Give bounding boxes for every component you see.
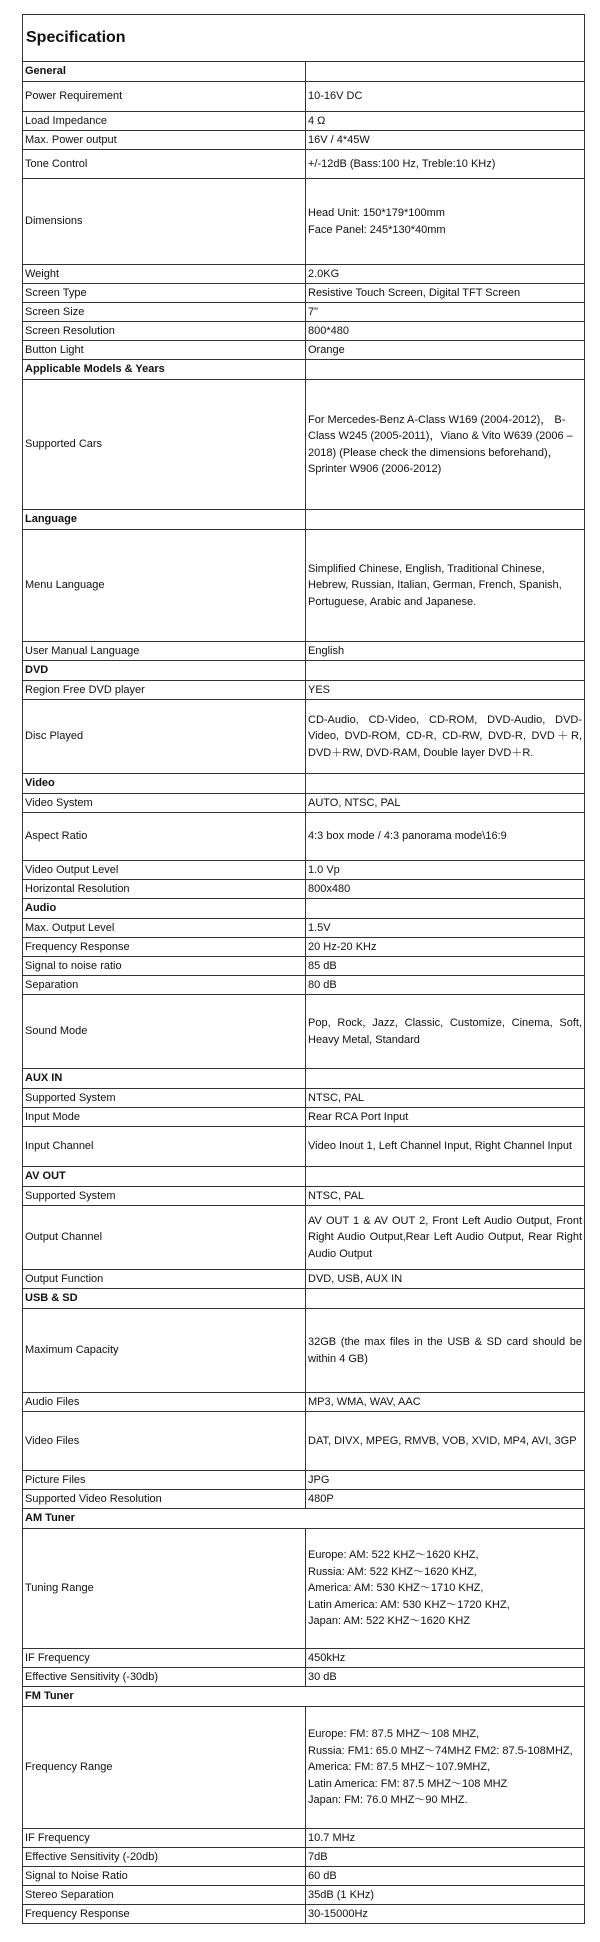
spec-value: DVD, USB, AUX IN xyxy=(306,1270,585,1289)
spec-row xyxy=(23,681,585,700)
spec-value: 85 dB xyxy=(306,957,585,976)
spec-value: Europe: AM: 522 KHZ～1620 KHZ, Russia: AM: 522 KHZ～1620 KHZ, America: AM: 530 KHZ～1710 KHZ, Latin America: AM: 530 KHZ～1720 KHZ, Japan: AM: 522 KHZ～1620 KHZ xyxy=(306,1529,585,1649)
spec-row xyxy=(23,995,585,1069)
spec-label: Input Channel xyxy=(23,1127,306,1167)
spec-row xyxy=(23,938,585,957)
spec-value: Simplified Chinese, English, Traditional Chinese, Hebrew, Russian, Italian, German, French, Spanish, Portuguese, Arabic and Japanese. xyxy=(306,530,585,642)
section-empty-cell xyxy=(306,899,585,919)
spec-label: IF Frequency xyxy=(23,1829,306,1848)
spec-label: Stereo Separation xyxy=(23,1886,306,1905)
spec-row xyxy=(23,1471,585,1490)
spec-value: NTSC, PAL xyxy=(306,1187,585,1206)
section-empty-cell xyxy=(306,661,585,681)
spec-value: 480P xyxy=(306,1490,585,1509)
spec-row xyxy=(23,322,585,341)
spec-label: Supported System xyxy=(23,1187,306,1206)
spec-label: Separation xyxy=(23,976,306,995)
spec-value: Video Inout 1, Left Channel Input, Right Channel Input xyxy=(306,1127,585,1167)
spec-value: Europe: FM: 87.5 MHZ～108 MHZ, Russia: FM1: 65.0 MHZ～74MHZ FM2: 87.5-108MHZ, America: FM: 87.5 MHZ～107.9MHZ, Latin America: FM: 87.5 MHZ～108 MHZ Japan: FM: 76.0 MHZ～90 MHZ. xyxy=(306,1707,585,1829)
spec-label: Weight xyxy=(23,265,306,284)
spec-value: 10-16V DC xyxy=(306,82,585,112)
spec-value: 60 dB xyxy=(306,1867,585,1886)
spec-row xyxy=(23,976,585,995)
spec-row xyxy=(23,1529,585,1649)
section-empty-cell xyxy=(306,360,585,380)
spec-label: Supported Video Resolution xyxy=(23,1490,306,1509)
spec-row xyxy=(23,1905,585,1924)
spec-label: Output Function xyxy=(23,1270,306,1289)
spec-label: Tone Control xyxy=(23,150,306,179)
spec-label: Effective Sensitivity (-30db) xyxy=(23,1668,306,1687)
section-empty-cell xyxy=(306,774,585,794)
section-empty-cell xyxy=(306,1289,585,1309)
spec-label: Max. Power output xyxy=(23,131,306,150)
spec-row xyxy=(23,1309,585,1393)
spec-row xyxy=(23,1867,585,1886)
section-title: Audio xyxy=(23,899,306,919)
spec-value: Head Unit: 150*179*100mm Face Panel: 245*130*40mm xyxy=(306,179,585,265)
spec-value: 2.0KG xyxy=(306,265,585,284)
section-empty-cell xyxy=(306,1167,585,1187)
section-header-row xyxy=(23,1687,585,1707)
spec-value: 32GB (the max files in the USB & SD card should be within 4 GB) xyxy=(306,1309,585,1393)
section-header-row xyxy=(23,1289,585,1309)
section-header-row xyxy=(23,360,585,380)
spec-row xyxy=(23,794,585,813)
spec-label: Signal to Noise Ratio xyxy=(23,1867,306,1886)
spec-value: 10.7 MHz xyxy=(306,1829,585,1848)
spec-value: 4:3 box mode / 4:3 panorama mode\16:9 xyxy=(306,813,585,861)
spec-row xyxy=(23,1490,585,1509)
spec-row xyxy=(23,1707,585,1829)
spec-row xyxy=(23,700,585,774)
section-title: FM Tuner xyxy=(23,1687,585,1707)
section-header-row xyxy=(23,774,585,794)
spec-row xyxy=(23,303,585,322)
title-row xyxy=(23,15,585,62)
spec-row xyxy=(23,642,585,661)
spec-label: Aspect Ratio xyxy=(23,813,306,861)
spec-row xyxy=(23,919,585,938)
spec-row xyxy=(23,1393,585,1412)
spec-value: CD-Audio, CD-Video, CD-ROM, DVD-Audio, DVD-Video, DVD-ROM, CD-R, CD-RW, DVD-R, DVD＋R, DVD＋RW, DVD-RAM, Double layer DVD＋R. xyxy=(306,700,585,774)
spec-value: Resistive Touch Screen, Digital TFT Screen xyxy=(306,284,585,303)
spec-row xyxy=(23,179,585,265)
spec-value: 16V / 4*45W xyxy=(306,131,585,150)
spec-label: Signal to noise ratio xyxy=(23,957,306,976)
spec-label: Menu Language xyxy=(23,530,306,642)
spec-label: Effective Sensitivity (-20db) xyxy=(23,1848,306,1867)
spec-value: English xyxy=(306,642,585,661)
spec-value: +/-12dB (Bass:100 Hz, Treble:10 KHz) xyxy=(306,150,585,179)
spec-label: Horizontal Resolution xyxy=(23,880,306,899)
section-header-row xyxy=(23,661,585,681)
spec-label: Power Requirement xyxy=(23,82,306,112)
spec-row xyxy=(23,1187,585,1206)
spec-label: Screen Type xyxy=(23,284,306,303)
spec-label: Frequency Range xyxy=(23,1707,306,1829)
spec-value: MP3, WMA, WAV, AAC xyxy=(306,1393,585,1412)
spec-label: Frequency Response xyxy=(23,1905,306,1924)
spec-value: Orange xyxy=(306,341,585,360)
spec-label: Supported System xyxy=(23,1089,306,1108)
section-title: AUX IN xyxy=(23,1069,306,1089)
spec-row xyxy=(23,380,585,510)
spec-label: Video Output Level xyxy=(23,861,306,880)
section-header-row xyxy=(23,62,585,82)
spec-label: User Manual Language xyxy=(23,642,306,661)
spec-value: DAT, DIVX, MPEG, RMVB, VOB, XVID, MP4, AVI, 3GP xyxy=(306,1412,585,1471)
spec-label: Output Channel xyxy=(23,1206,306,1270)
spec-row xyxy=(23,341,585,360)
section-title: USB & SD xyxy=(23,1289,306,1309)
spec-label: Region Free DVD player xyxy=(23,681,306,700)
section-title: General xyxy=(23,62,306,82)
spec-label: Video System xyxy=(23,794,306,813)
section-title: Video xyxy=(23,774,306,794)
section-title: Language xyxy=(23,510,306,530)
spec-value: AV OUT 1 & AV OUT 2, Front Left Audio Output, Front Right Audio Output,Rear Left Audio Output, Rear Right Audio Output xyxy=(306,1206,585,1270)
spec-value: 800x480 xyxy=(306,880,585,899)
section-empty-cell xyxy=(306,62,585,82)
spec-row xyxy=(23,1270,585,1289)
spec-value: 450kHz xyxy=(306,1649,585,1668)
section-title: AV OUT xyxy=(23,1167,306,1187)
spec-row xyxy=(23,530,585,642)
spec-label: Disc Played xyxy=(23,700,306,774)
spec-row xyxy=(23,1108,585,1127)
spec-row xyxy=(23,813,585,861)
section-title: AM Tuner xyxy=(23,1509,585,1529)
section-header-row xyxy=(23,1509,585,1529)
section-header-row xyxy=(23,510,585,530)
section-header-row xyxy=(23,899,585,919)
spec-row xyxy=(23,1829,585,1848)
spec-row xyxy=(23,1412,585,1471)
spec-label: Button Light xyxy=(23,341,306,360)
spec-label: Sound Mode xyxy=(23,995,306,1069)
spec-value: 20 Hz-20 KHz xyxy=(306,938,585,957)
spec-label: Picture Files xyxy=(23,1471,306,1490)
spec-row xyxy=(23,1848,585,1867)
spec-value: AUTO, NTSC, PAL xyxy=(306,794,585,813)
spec-row xyxy=(23,150,585,179)
page-title: Specification xyxy=(23,15,585,62)
specification-sheet xyxy=(22,14,584,1924)
spec-value: YES xyxy=(306,681,585,700)
spec-value: 7dB xyxy=(306,1848,585,1867)
section-header-row xyxy=(23,1069,585,1089)
spec-row xyxy=(23,284,585,303)
spec-row xyxy=(23,1127,585,1167)
spec-value: NTSC, PAL xyxy=(306,1089,585,1108)
spec-label: Dimensions xyxy=(23,179,306,265)
spec-value: Pop, Rock, Jazz, Classic, Customize, Cinema, Soft, Heavy Metal, Standard xyxy=(306,995,585,1069)
spec-label: Maximum Capacity xyxy=(23,1309,306,1393)
spec-row xyxy=(23,112,585,131)
spec-value: For Mercedes-Benz A-Class W169 (2004-2012)， B-Class W245 (2005-2011)，Viano & Vito W639 (2006 – 2018) (Please check the dimensions beforehand)， Sprinter W906 (2006-2012) xyxy=(306,380,585,510)
spec-row xyxy=(23,861,585,880)
spec-value: Rear RCA Port Input xyxy=(306,1108,585,1127)
spec-value: 4 Ω xyxy=(306,112,585,131)
section-empty-cell xyxy=(306,510,585,530)
section-title: DVD xyxy=(23,661,306,681)
spec-row xyxy=(23,1649,585,1668)
spec-row xyxy=(23,265,585,284)
spec-row xyxy=(23,82,585,112)
spec-label: Input Mode xyxy=(23,1108,306,1127)
spec-row xyxy=(23,1206,585,1270)
spec-row xyxy=(23,1886,585,1905)
spec-value: 1.0 Vp xyxy=(306,861,585,880)
spec-label: IF Frequency xyxy=(23,1649,306,1668)
spec-label: Tuning Range xyxy=(23,1529,306,1649)
spec-label: Screen Size xyxy=(23,303,306,322)
spec-value: 80 dB xyxy=(306,976,585,995)
spec-value: JPG xyxy=(306,1471,585,1490)
spec-table-body xyxy=(23,15,585,1924)
spec-value: 30-15000Hz xyxy=(306,1905,585,1924)
spec-label: Video Files xyxy=(23,1412,306,1471)
spec-row xyxy=(23,131,585,150)
spec-label: Frequency Response xyxy=(23,938,306,957)
spec-value: 800*480 xyxy=(306,322,585,341)
spec-row xyxy=(23,880,585,899)
spec-label: Screen Resolution xyxy=(23,322,306,341)
section-title: Applicable Models & Years xyxy=(23,360,306,380)
spec-row xyxy=(23,957,585,976)
section-empty-cell xyxy=(306,1069,585,1089)
spec-row xyxy=(23,1089,585,1108)
spec-label: Audio Files xyxy=(23,1393,306,1412)
section-header-row xyxy=(23,1167,585,1187)
spec-value: 1.5V xyxy=(306,919,585,938)
spec-value: 35dB (1 KHz) xyxy=(306,1886,585,1905)
spec-label: Max. Output Level xyxy=(23,919,306,938)
spec-table xyxy=(22,14,585,1924)
spec-value: 30 dB xyxy=(306,1668,585,1687)
spec-row xyxy=(23,1668,585,1687)
spec-label: Supported Cars xyxy=(23,380,306,510)
spec-label: Load Impedance xyxy=(23,112,306,131)
spec-value: 7" xyxy=(306,303,585,322)
